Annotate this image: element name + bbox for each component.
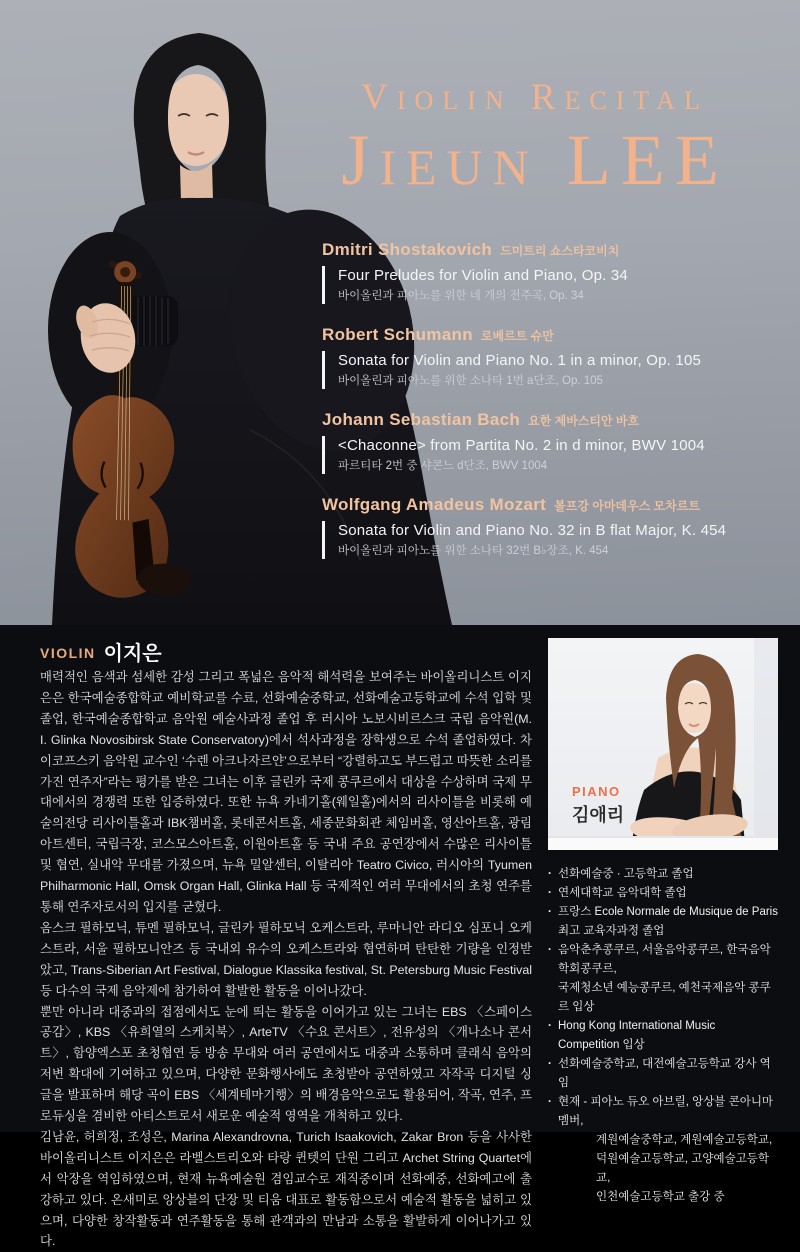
piece-title-ko: 바이올린과 피아노를 위한 소나타 32번 B♭장조, K. 454 (338, 545, 609, 557)
credential-item (548, 941, 778, 1017)
credential-line: · 현재 - 피아노 듀오 아브릴, 앙상블 콘아니마 멤버, (558, 1096, 774, 1127)
bio-paragraph: 옴스크 필하모닉, 튜멘 필하모닉, 글린카 필하모닉 오케스트라, 루마니안 라디오 심포니 오케스트라, 서울 필하모니안즈 등 국내외 유수의 오케스트라와 협연하며 탄탄한 기량을 인정받았고, Trans-Siberian Art Festival, Dialogue Klassika festival, St. Petersburg Music Festival 등 다수의 국제 음악제에 참가하여 활발한 활동을 이어나갔다. (40, 920, 532, 998)
credential-item (548, 1017, 778, 1055)
credential-line: 최고 교육자과정 졸업 (558, 925, 665, 937)
composer-row (322, 410, 792, 430)
credential-line: · 선화예술중 · 고등학교 졸업 (558, 868, 694, 880)
piece-title-ko: 바이올린과 피아노를 위한 네 개의 전주곡, Op. 34 (338, 290, 584, 302)
piece-title-en: Sonata for Violin and Piano No. 1 in a minor, Op. 105 (338, 352, 702, 369)
pianist-column (548, 638, 778, 1207)
bio-heading (40, 637, 162, 666)
credential-line: 계원예술중학교, 계원예술고등학교, (596, 1134, 773, 1146)
composer-row (322, 325, 792, 345)
credential-item (548, 865, 778, 884)
piece-title-ko: 바이올린과 피아노를 위한 소나타 1번 a단조, Op. 105 (338, 375, 603, 387)
violinist-bio (40, 667, 532, 1252)
composer-name-ko: 로베르트 슈만 (480, 329, 554, 343)
program-item (322, 325, 792, 389)
poster-title (285, 78, 785, 200)
piece-block (322, 436, 792, 474)
credential-line: · 음악춘추콩쿠르, 서울음악콩쿠르, 한국음악학회콩쿠르, (558, 944, 771, 975)
program-item (322, 240, 792, 304)
credential-item (548, 884, 778, 903)
poster-title-line2: Jieun LEE (341, 119, 729, 200)
piano-label: PIANO (572, 784, 621, 799)
bio-paragraph: 매력적인 음색과 섬세한 감성 그리고 폭넓은 음악적 해석력을 보여주는 바이올리니스트 이지은은 한국예술종합학교 예비학교를 수료, 선화예술중학교, 선화예술고등학교에 수석 입학 및 졸업, 한국예술종합학교 음악원 예술사과정 졸업 후 러시아 노보시비르스크 국립 음악원(M. I. Glinka Novosibirsk State Conservatory)에서 석사과정을 장학생으로 수석 졸업하였다. 차이코프스키 음악원 교수인 ‘수렌 아크나자르얀’으로부터 “강렬하고도 부드럽고 따뜻한 소리를 가진 연주자”라는 평가를 받은 그녀는 이후 글린카 국제 콩쿠르에서 대상을 수상하며 국제 무대에서의 경쟁력 또한 입증하였다. 또한 뉴욕 카네기홀(웨일홀)에서의 리사이틀을 비롯해 예술의전당 리사이틀홀과 IBK챔버홀, 롯데콘서트홀, 세종문화회관 체임버홀, 영산아트홀, 광림아트센터, 국립극장, 코스모스아트홀, 이원아트홀 등 국내 주요 공연장에서 수많은 리사이틀 및 협연, 실내악 무대를 가졌으며, 뉴욕 밀알센터, 이탈리아 Teatro Civico, 러시아의 Tyumen Philharmonic Hall, Omsk Organ Hall, Glinka Hall 등 국제적인 여러 무대에서의 초청 연주를 통해 연주자로서의 입지를 굳혔다. (40, 670, 533, 914)
composer-name-en: Johann Sebastian Bach (322, 410, 521, 429)
composer-name-en: Dmitri Shostakovich (322, 240, 493, 259)
violin-label: VIOLIN (40, 645, 96, 661)
credential-line: · 선화예술중학교, 대전예술고등학교 강사 역임 (558, 1058, 771, 1089)
composer-name-en: Wolfgang Amadeus Mozart (322, 495, 547, 514)
program-item (322, 495, 792, 559)
pianist-credentials (548, 865, 778, 1207)
composer-row (322, 495, 792, 515)
composer-row (322, 240, 792, 260)
program-list (322, 240, 792, 580)
credential-line: 인천예술고등학교 출강 중 (596, 1191, 725, 1203)
credential-line: 덕원예술고등학교, 고양예술고등학교, (596, 1153, 770, 1184)
composer-name-ko: 요한 제바스티안 바흐 (528, 414, 640, 428)
credential-line: · 프랑스 Ecole Normale de Musique de Paris (558, 906, 778, 918)
piece-block (322, 521, 792, 559)
hero-section (0, 0, 800, 625)
piece-title-en: Four Preludes for Violin and Piano, Op. 34 (338, 267, 628, 284)
bio-paragraph: 뿐만 아니라 대중과의 접점에서도 눈에 띄는 활동을 이어가고 있는 그녀는 EBS 〈스페이스 공감〉, KBS 〈유희열의 스케치북〉, ArteTV 〈수요 콘서트〉, 전유성의 〈개나소나 콘서트〉, 함양엑스포 초청협연 등 방송 무대와 여러 공연에서도 대중과 소통하며 클래식 음악의 저변 확대에 기여하고 있으며, 다양한 문화행사에도 초청받아 공연하였고 자작곡 디지털 싱글을 발표하며 해당 곡이 EBS 〈세계테마기행〉의 배경음악으로도 활용되어, 작곡, 연주, 프로듀싱을 겸비한 아티스트로서 새로운 예술적 영역을 개척하고 있다. (40, 1004, 532, 1124)
composer-name-en: Robert Schumann (322, 325, 473, 344)
bio-paragraph: 김남윤, 허희정, 조성은, Marina Alexandrovna, Turich Isaakovich, Zakar Bron 등을 사사한 바이올리니스트 이지은은 라벨스트리오와 타랑 퀸텟의 단원 그리고 Archet String Quartet에서 악장을 역임하였으며, 현재 뉴욕예술원 겸임교수로 재직중이며 선화예중, 선화예고에 출강하고 있다. 온새미로 앙상블의 단장 및 티움 대표로 활동함으로서 예술적 활동을 넓히고 있으며, 다양한 창작활동과 연주활동을 통해 관객과의 만남과 소통을 활발하게 이어나가고 있다. (40, 1129, 532, 1249)
piece-block (322, 266, 792, 304)
piece-title-en: Sonata for Violin and Piano No. 32 in B flat Major, K. 454 (338, 522, 727, 539)
composer-name-ko: 드미트리 쇼스타코비치 (500, 244, 620, 258)
credential-line: 국제청소년 예능콩쿠르, 예천국제음악 콩쿠르 입상 (558, 982, 771, 1013)
credential-line: · Hong Kong International Music Competition 입상 (558, 1020, 716, 1051)
composer-name-ko: 볼프강 아마데우스 모차르트 (554, 499, 700, 513)
violinist-name: 이지은 (103, 643, 162, 665)
credential-item (548, 1093, 778, 1207)
piece-title-en: <Chaconne> from Partita No. 2 in d minor, BWV 1004 (338, 437, 705, 454)
piece-block (322, 351, 792, 389)
program-item (322, 410, 792, 474)
pianist-photo-card (548, 638, 778, 850)
pianist-name: 김애리 (572, 805, 625, 825)
piece-title-ko: 파르티타 2번 중 샤콘느 d단조, BWV 1004 (338, 460, 548, 472)
credential-item (548, 1055, 778, 1093)
credential-line: · 연세대학교 음악대학 졸업 (558, 887, 687, 899)
poster-title-line1: Violin Recital (361, 77, 709, 118)
bio-section (0, 625, 800, 1249)
credential-item (548, 903, 778, 941)
